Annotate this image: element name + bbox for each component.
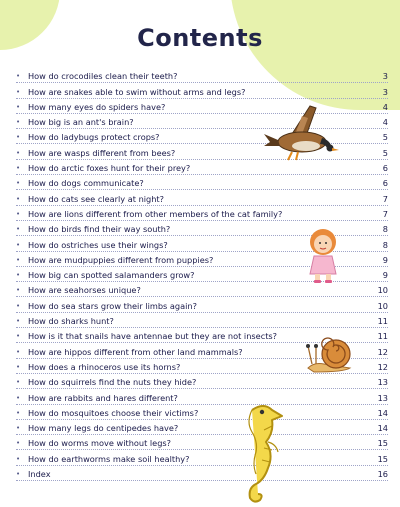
entry-question: How do cats see clearly at night? <box>28 193 164 204</box>
goose-icon <box>262 104 340 162</box>
entry-question: How do ladybugs protect crops? <box>28 132 160 143</box>
entry-question: How do birds find their way south? <box>28 224 171 235</box>
bullet-icon: • <box>16 332 21 341</box>
girl-icon <box>306 228 340 284</box>
bullet-icon: • <box>16 240 21 249</box>
bullet-icon: • <box>16 148 21 157</box>
bullet-icon: • <box>16 362 21 371</box>
contents-entry[interactable] <box>16 190 388 205</box>
bullet-icon: • <box>16 271 21 280</box>
entry-question: How do squirrels find the nuts they hide? <box>28 377 197 388</box>
bullet-icon: • <box>16 164 21 173</box>
entry-page-number: 12 <box>377 361 388 372</box>
entry-page-number: 14 <box>377 407 388 418</box>
bullet-icon: • <box>16 317 21 326</box>
entry-page-number: 14 <box>377 423 388 434</box>
entry-question: How are rabbits and hares different? <box>28 392 178 403</box>
entry-question: How do worms move without legs? <box>28 438 172 449</box>
contents-entry[interactable] <box>16 466 388 481</box>
entry-page-number: 13 <box>377 377 388 388</box>
entry-question: How do mosquitoes choose their victims? <box>28 407 199 418</box>
entry-page-number: 9 <box>382 270 388 281</box>
bullet-icon: • <box>16 225 21 234</box>
bullet-icon: • <box>16 209 21 218</box>
bullet-icon: • <box>16 286 21 295</box>
entry-question: How are mudpuppies different from puppies? <box>28 254 214 265</box>
contents-entry[interactable] <box>16 175 388 190</box>
contents-entry[interactable] <box>16 389 388 404</box>
contents-entry[interactable] <box>16 374 388 389</box>
entry-question: How many eyes do spiders have? <box>28 101 166 112</box>
contents-entry[interactable] <box>16 405 388 420</box>
entry-question: How are lions different from other members of the cat family? <box>28 208 283 219</box>
entry-page-number: 4 <box>382 117 388 128</box>
snail-icon <box>304 334 356 374</box>
entry-question: How are hippos different from other land mammals? <box>28 346 243 357</box>
bullet-icon: • <box>16 194 21 203</box>
bullet-icon: • <box>16 454 21 463</box>
entry-page-number: 8 <box>382 224 388 235</box>
entry-question: How are seahorses unique? <box>28 285 141 296</box>
bullet-icon: • <box>16 347 21 356</box>
entry-page-number: 8 <box>382 239 388 250</box>
bullet-icon: • <box>16 424 21 433</box>
contents-entry[interactable] <box>16 313 388 328</box>
page-title: Contents <box>137 24 263 52</box>
contents-entry[interactable] <box>16 297 388 312</box>
entry-page-number: 16 <box>377 469 388 480</box>
entry-question: How do arctic foxes hunt for their prey? <box>28 163 191 174</box>
contents-entry[interactable] <box>16 435 388 450</box>
bullet-icon: • <box>16 179 21 188</box>
bullet-icon: • <box>16 102 21 111</box>
entry-question: How are snakes able to swim without arms and legs? <box>28 86 246 97</box>
entry-page-number: 11 <box>377 331 388 342</box>
entry-page-number: 10 <box>377 285 388 296</box>
entry-page-number: 3 <box>382 71 388 82</box>
entry-question: How do sharks hunt? <box>28 316 114 327</box>
bullet-icon: • <box>16 408 21 417</box>
contents-entry[interactable] <box>16 68 388 83</box>
contents-entry[interactable] <box>16 206 388 221</box>
entry-page-number: 12 <box>377 346 388 357</box>
entry-page-number: 3 <box>382 86 388 97</box>
entry-question: How do earthworms make soil healthy? <box>28 453 190 464</box>
entry-question: How do dogs communicate? <box>28 178 144 189</box>
entry-page-number: 5 <box>382 147 388 158</box>
entry-page-number: 15 <box>377 453 388 464</box>
contents-entry[interactable] <box>16 160 388 175</box>
entry-question: How big is an ant's brain? <box>28 117 134 128</box>
entry-page-number: 10 <box>377 300 388 311</box>
bullet-icon: • <box>16 255 21 264</box>
entry-page-number: 4 <box>382 101 388 112</box>
bullet-icon: • <box>16 118 21 127</box>
entry-question: How are wasps different from bees? <box>28 147 176 158</box>
entry-question: How do crocodiles clean their teeth? <box>28 71 178 82</box>
entry-question: How do sea stars grow their limbs again? <box>28 300 197 311</box>
bullet-icon: • <box>16 87 21 96</box>
entry-page-number: 6 <box>382 163 388 174</box>
bullet-icon: • <box>16 439 21 448</box>
entry-page-number: 13 <box>377 392 388 403</box>
contents-entry[interactable] <box>16 420 388 435</box>
entry-page-number: 11 <box>377 316 388 327</box>
contents-entry[interactable] <box>16 83 388 98</box>
bullet-icon: • <box>16 378 21 387</box>
entry-page-number: 9 <box>382 254 388 265</box>
entry-page-number: 5 <box>382 132 388 143</box>
bullet-icon: • <box>16 301 21 310</box>
contents-entry[interactable] <box>16 450 388 465</box>
entry-question: How big can spotted salamanders grow? <box>28 270 195 281</box>
seahorse-icon <box>238 402 286 506</box>
bullet-icon: • <box>16 72 21 81</box>
entry-question: Index <box>28 469 51 480</box>
entry-question: How does a rhinoceros use its horns? <box>28 361 181 372</box>
entry-question: How do ostriches use their wings? <box>28 239 168 250</box>
contents-entry[interactable] <box>16 282 388 297</box>
entry-question: How is it that snails have antennae but they are not insects? <box>28 331 278 342</box>
bullet-icon: • <box>16 133 21 142</box>
entry-page-number: 15 <box>377 438 388 449</box>
entry-question: How many legs do centipedes have? <box>28 423 179 434</box>
entry-page-number: 7 <box>382 193 388 204</box>
bullet-icon: • <box>16 393 21 402</box>
bullet-icon: • <box>16 470 21 479</box>
entry-page-number: 7 <box>382 208 388 219</box>
entry-page-number: 6 <box>382 178 388 189</box>
